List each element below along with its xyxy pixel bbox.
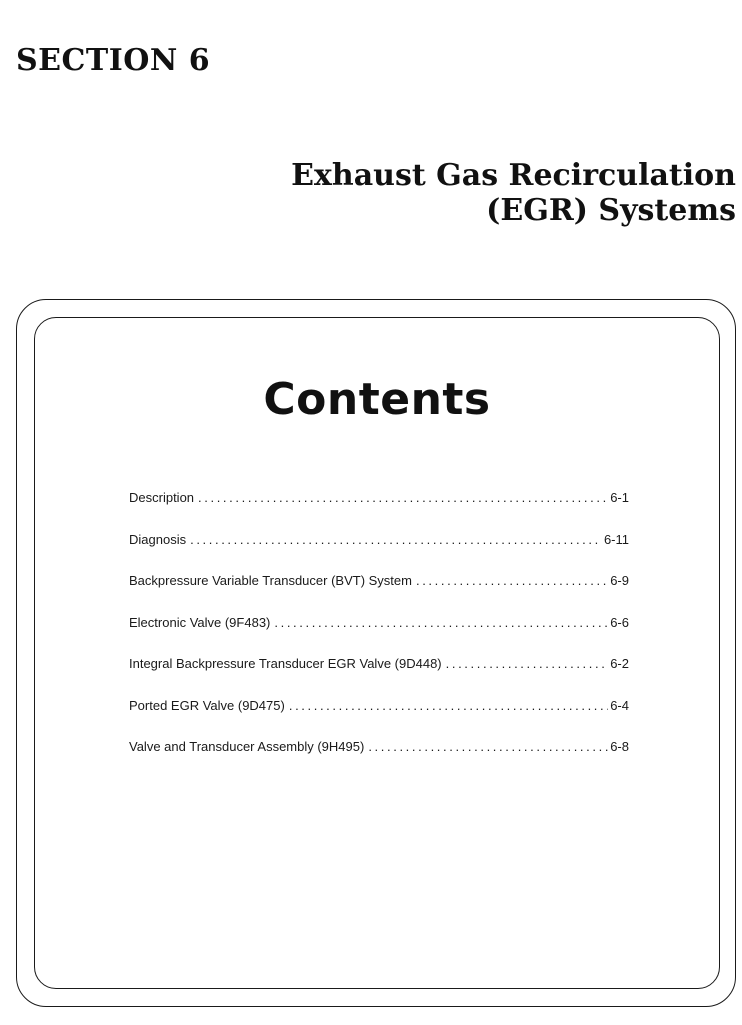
toc-item-label: Ported EGR Valve (9D475) — [129, 697, 285, 713]
toc-dot-leader — [416, 573, 608, 588]
toc-item-label: Description — [129, 490, 195, 505]
toc-item-integral-backpressure-valve[interactable] — [129, 656, 629, 676]
table-of-contents — [129, 490, 629, 781]
toc-item-label: Integral Backpressure Transducer EGR Valve (9D448) — [129, 656, 442, 671]
toc-item-page: 6-9 — [610, 573, 629, 588]
toc-item-label: Backpressure Variable Transducer (BVT) System — [129, 573, 412, 588]
toc-item-page: 6-4 — [610, 697, 629, 713]
toc-item-page: 6-2 — [610, 656, 629, 671]
toc-item-page: 6-1 — [610, 490, 629, 505]
document-title — [216, 158, 736, 228]
contents-heading: Contents — [263, 374, 491, 425]
toc-dot-leader — [198, 490, 608, 505]
toc-item-page: 6-8 — [610, 739, 629, 754]
toc-item-bvt-system[interactable] — [129, 573, 629, 593]
document-title-line-1: Exhaust Gas Recirculation — [291, 158, 736, 193]
toc-item-ported-egr-valve[interactable] — [129, 698, 629, 718]
toc-dot-leader — [368, 739, 608, 754]
toc-item-label: Electronic Valve (9F483) — [129, 614, 271, 630]
section-label: SECTION 6 — [16, 43, 211, 78]
toc-dot-leader — [274, 615, 608, 630]
document-title-line-2: (EGR) Systems — [486, 193, 736, 228]
toc-dot-leader — [289, 698, 608, 713]
toc-item-diagnosis[interactable] — [129, 532, 629, 552]
toc-item-page: 6-6 — [610, 614, 629, 630]
toc-dot-leader — [446, 656, 609, 671]
toc-item-label: Valve and Transducer Assembly (9H495) — [129, 739, 365, 754]
toc-item-label: Diagnosis — [129, 531, 187, 547]
toc-item-valve-transducer-assembly[interactable] — [129, 739, 629, 759]
toc-dot-leader — [190, 532, 602, 547]
toc-item-description[interactable] — [129, 490, 629, 510]
toc-item-electronic-valve[interactable] — [129, 615, 629, 635]
toc-item-page: 6-11 — [603, 531, 629, 547]
